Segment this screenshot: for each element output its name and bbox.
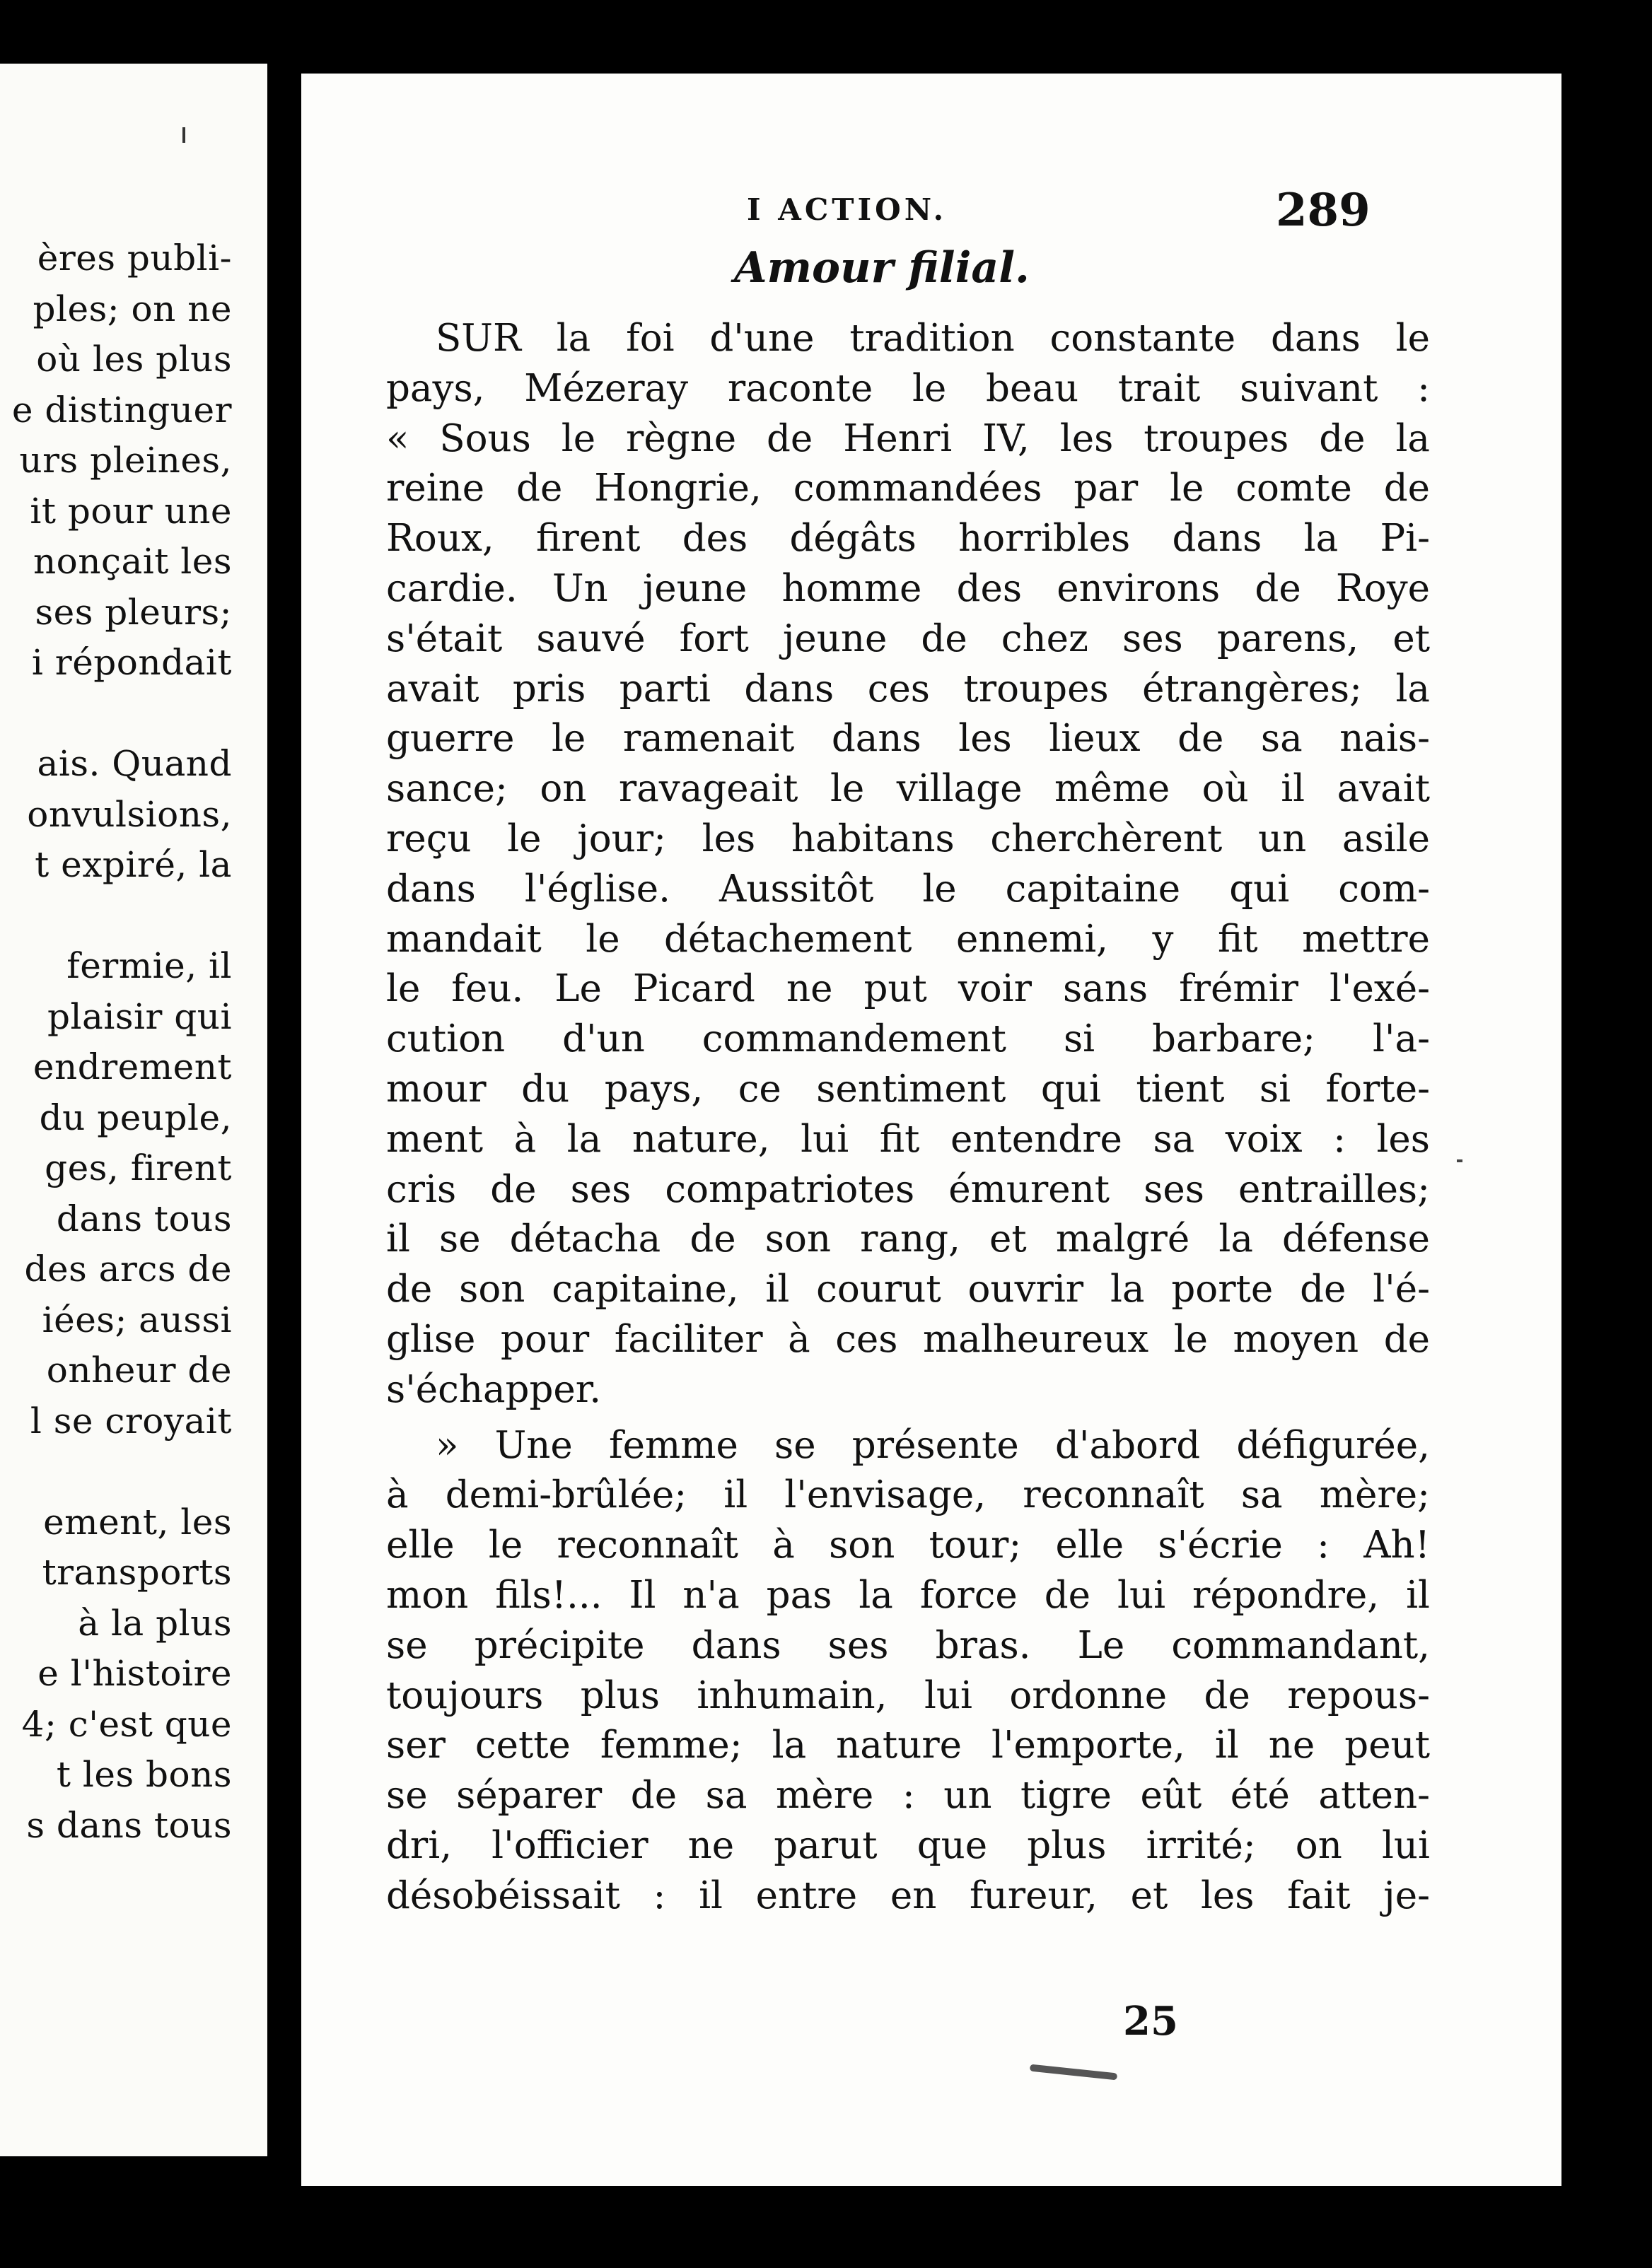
previous-page-line: endrement bbox=[33, 1046, 232, 1087]
previous-page-line: onvulsions, bbox=[27, 793, 232, 835]
previous-page-line: 4; c'est que bbox=[21, 1703, 232, 1745]
previous-page-line: à la plus bbox=[78, 1602, 232, 1644]
text-line: sance; on ravageait le village même où il avait bbox=[386, 767, 1430, 811]
previous-page-line: où les plus bbox=[36, 339, 232, 380]
previous-page-line: ges, firent bbox=[45, 1147, 232, 1188]
text-line: avait pris parti dans ces troupes étrangères; la bbox=[386, 667, 1430, 711]
previous-page-line: e distinguer bbox=[11, 389, 232, 431]
text-line: mon fils!... Il n'a pas la force de lui répondre, il bbox=[386, 1573, 1430, 1617]
book-gutter bbox=[267, 64, 301, 2156]
previous-page-line: t expiré, la bbox=[35, 844, 232, 885]
text-line: s'échapper. bbox=[386, 1367, 602, 1411]
text-line: reine de Hongrie, commandées par le comte de bbox=[386, 467, 1430, 510]
previous-page-line: ères publi- bbox=[37, 238, 232, 279]
text-line: mour du pays, ce sentiment qui tient si forte- bbox=[386, 1067, 1430, 1111]
previous-page-line: i répondait bbox=[31, 642, 232, 683]
text-line: il se détacha de son rang, et malgré la défense bbox=[386, 1217, 1430, 1261]
paragraph bbox=[386, 314, 1430, 1415]
previous-page-line: iées; aussi bbox=[42, 1299, 232, 1340]
previous-page-line: it pour une bbox=[30, 490, 232, 532]
previous-page-fragment bbox=[0, 64, 267, 2156]
text-line: dri, l'officier ne parut que plus irrité; on lui bbox=[386, 1823, 1430, 1867]
text-line: cardie. Un jeune homme des environs de Roye bbox=[386, 566, 1430, 610]
previous-page-line: des arcs de bbox=[24, 1249, 232, 1290]
previous-page-text bbox=[12, 233, 232, 1851]
text-line: guerre le ramenait dans les lieux de sa nais- bbox=[386, 717, 1430, 761]
ink-dot bbox=[1457, 1159, 1462, 1162]
previous-page-line: du peuple, bbox=[39, 1097, 232, 1138]
text-line: dans l'église. Aussitôt le capitaine qui com- bbox=[386, 867, 1430, 911]
previous-page-line: fermie, il bbox=[66, 945, 232, 986]
text-line: le feu. Le Picard ne put voir sans frémir l'exé- bbox=[386, 967, 1430, 1011]
text-line: se précipite dans ses bras. Le commandant, bbox=[386, 1623, 1430, 1667]
paragraph-gap bbox=[12, 891, 232, 942]
previous-page-line: e l'histoire bbox=[37, 1653, 232, 1694]
text-line: ser cette femme; la nature l'emporte, il ne peut bbox=[386, 1724, 1430, 1767]
page-number: 289 bbox=[1276, 184, 1371, 237]
paragraph-gap bbox=[12, 1446, 232, 1497]
text-line: de son capitaine, il courut ouvrir la porte de l'é- bbox=[386, 1268, 1430, 1311]
running-head: I ACTION. bbox=[747, 192, 948, 227]
paragraph-gap bbox=[12, 689, 232, 740]
ink-mark bbox=[182, 127, 185, 143]
text-line: glise pour faciliter à ces malheureux le moyen de bbox=[386, 1317, 1430, 1361]
previous-page-line: urs pleines, bbox=[19, 440, 232, 481]
previous-page-line: ais. Quand bbox=[37, 743, 232, 784]
paragraph-gap bbox=[386, 1415, 1430, 1421]
text-line: elle le reconnaît à son tour; elle s'écrie : Ah! bbox=[386, 1524, 1430, 1567]
previous-page-line: s dans tous bbox=[26, 1804, 232, 1846]
text-line: reçu le jour; les habitans cherchèrent un asile bbox=[386, 817, 1430, 860]
previous-page-line: plaisir qui bbox=[47, 995, 232, 1037]
body-text bbox=[386, 314, 1430, 1922]
previous-page-line: dans tous bbox=[56, 1198, 232, 1239]
previous-page-line: ples; on ne bbox=[33, 288, 232, 329]
text-line: « Sous le règne de Henri IV, les troupes de la bbox=[386, 416, 1430, 460]
text-line: cution d'un commandement si barbare; l'a- bbox=[386, 1017, 1430, 1061]
text-line: SUR la foi d'une tradition constante dans le bbox=[436, 317, 1430, 360]
text-line: s'était sauvé fort jeune de chez ses parens, et bbox=[386, 616, 1430, 660]
ink-smudge bbox=[1030, 2064, 1117, 2081]
previous-page-line: onheur de bbox=[46, 1350, 232, 1391]
previous-page-line: nonçait les bbox=[33, 541, 232, 582]
text-line: Roux, firent des dégâts horribles dans la Pi- bbox=[386, 517, 1430, 561]
text-line: » Une femme se présente d'abord défigurée, bbox=[436, 1423, 1430, 1467]
signature-mark: 25 bbox=[1123, 1998, 1178, 2045]
text-line: désobéissait : il entre en fureur, et les fait je- bbox=[386, 1874, 1430, 1917]
section-title: Amour filial. bbox=[734, 243, 1030, 293]
previous-page-line: l se croyait bbox=[30, 1400, 232, 1442]
text-line: pays, Mézeray raconte le beau trait suivant : bbox=[386, 366, 1430, 410]
text-line: mandait le détachement ennemi, y fit mettre bbox=[386, 917, 1430, 961]
text-line: ment à la nature, lui fit entendre sa voix : les bbox=[386, 1117, 1430, 1161]
previous-page-line: t les bons bbox=[56, 1754, 232, 1795]
paragraph bbox=[386, 1421, 1430, 1922]
previous-page-line: ses pleurs; bbox=[35, 591, 232, 633]
text-line: toujours plus inhumain, lui ordonne de repous- bbox=[386, 1673, 1430, 1717]
text-line: à demi-brûlée; il l'envisage, reconnaît sa mère; bbox=[386, 1473, 1430, 1517]
text-line: se séparer de sa mère : un tigre eût été atten- bbox=[386, 1774, 1430, 1818]
text-line: cris de ses compatriotes émurent ses entrailles; bbox=[386, 1167, 1430, 1211]
previous-page-line: ement, les bbox=[43, 1501, 232, 1543]
previous-page-line: transports bbox=[42, 1552, 232, 1593]
current-page bbox=[301, 74, 1561, 2186]
